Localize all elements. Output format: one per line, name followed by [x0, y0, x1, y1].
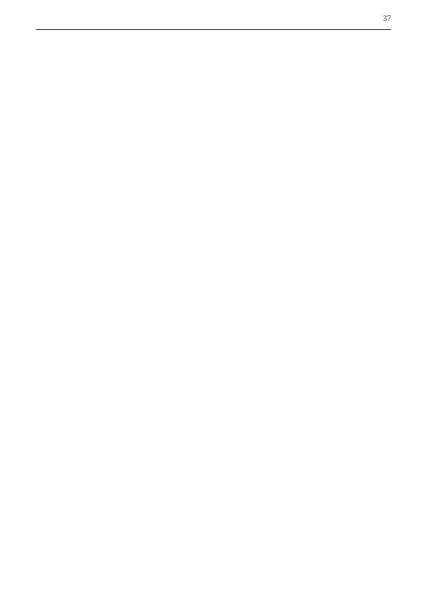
running-header: [36, 13, 391, 30]
page-number: 37: [383, 14, 391, 23]
article-body: [36, 36, 391, 591]
